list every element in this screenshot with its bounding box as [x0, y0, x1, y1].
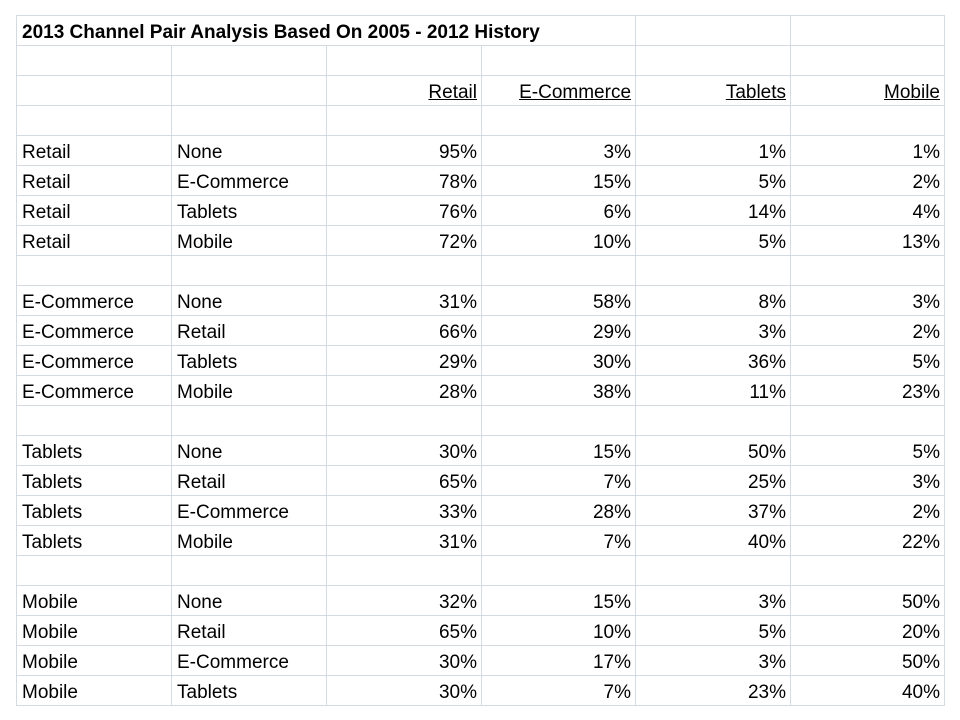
value-cell: 7% — [482, 466, 636, 496]
pair-cell: E-Commerce — [172, 646, 327, 676]
value-cell: 66% — [327, 316, 482, 346]
blank-row — [17, 256, 945, 286]
empty-cell — [636, 106, 791, 136]
channel-cell: E-Commerce — [17, 376, 172, 406]
value-cell: 50% — [791, 646, 945, 676]
empty-cell — [17, 106, 172, 136]
table-body — [17, 16, 945, 706]
value-cell: 40% — [636, 526, 791, 556]
value-cell: 40% — [791, 676, 945, 706]
channel-cell: Mobile — [17, 616, 172, 646]
empty-cell — [636, 556, 791, 586]
channel-cell: Tablets — [17, 526, 172, 556]
table-row — [17, 526, 945, 556]
value-cell: 7% — [482, 526, 636, 556]
channel-cell: Tablets — [17, 496, 172, 526]
empty-cell — [791, 106, 945, 136]
empty-cell — [482, 256, 636, 286]
empty-cell — [17, 406, 172, 436]
value-cell: 30% — [482, 346, 636, 376]
empty-cell — [327, 406, 482, 436]
value-cell: 31% — [327, 526, 482, 556]
value-cell: 65% — [327, 616, 482, 646]
empty-cell — [327, 106, 482, 136]
table-row — [17, 316, 945, 346]
value-cell: 15% — [482, 166, 636, 196]
table-row — [17, 466, 945, 496]
empty-cell — [482, 46, 636, 76]
value-cell: 76% — [327, 196, 482, 226]
pair-cell: None — [172, 136, 327, 166]
pair-cell: Retail — [172, 616, 327, 646]
empty-cell — [172, 46, 327, 76]
pair-cell: Mobile — [172, 226, 327, 256]
empty-cell — [327, 556, 482, 586]
empty-cell — [636, 256, 791, 286]
empty-cell — [17, 256, 172, 286]
value-cell: 17% — [482, 646, 636, 676]
table-row — [17, 496, 945, 526]
value-cell: 30% — [327, 676, 482, 706]
value-cell: 3% — [791, 466, 945, 496]
value-cell: 3% — [791, 286, 945, 316]
empty-cell — [17, 556, 172, 586]
value-cell: 11% — [636, 376, 791, 406]
blank-row — [17, 556, 945, 586]
channel-cell: Retail — [17, 196, 172, 226]
empty-cell — [172, 256, 327, 286]
empty-cell — [172, 556, 327, 586]
value-cell: 32% — [327, 586, 482, 616]
value-cell: 3% — [636, 316, 791, 346]
value-cell: 5% — [791, 346, 945, 376]
pair-cell: Tablets — [172, 196, 327, 226]
value-cell: 23% — [791, 376, 945, 406]
empty-cell — [172, 106, 327, 136]
value-cell: 1% — [791, 136, 945, 166]
channel-cell: Retail — [17, 136, 172, 166]
value-cell: 23% — [636, 676, 791, 706]
value-cell: 2% — [791, 316, 945, 346]
pair-cell: None — [172, 286, 327, 316]
channel-cell: Mobile — [17, 586, 172, 616]
empty-cell — [791, 406, 945, 436]
pair-cell: Tablets — [172, 346, 327, 376]
table-row — [17, 376, 945, 406]
empty-cell — [636, 16, 791, 46]
blank-row — [17, 406, 945, 436]
value-cell: 13% — [791, 226, 945, 256]
value-cell: 72% — [327, 226, 482, 256]
value-cell: 3% — [636, 646, 791, 676]
value-cell: 14% — [636, 196, 791, 226]
channel-cell: Retail — [17, 166, 172, 196]
empty-cell — [172, 406, 327, 436]
empty-cell — [327, 256, 482, 286]
pair-cell: Retail — [172, 316, 327, 346]
value-cell: 29% — [482, 316, 636, 346]
empty-cell — [17, 46, 172, 76]
pair-cell: Tablets — [172, 676, 327, 706]
value-cell: 50% — [791, 586, 945, 616]
value-cell: 37% — [636, 496, 791, 526]
value-cell: 38% — [482, 376, 636, 406]
empty-cell — [482, 556, 636, 586]
channel-cell: Tablets — [17, 466, 172, 496]
empty-cell — [482, 406, 636, 436]
column-header-retail: Retail — [327, 76, 482, 106]
empty-cell — [636, 46, 791, 76]
pair-cell: Mobile — [172, 376, 327, 406]
value-cell: 6% — [482, 196, 636, 226]
table-row — [17, 346, 945, 376]
value-cell: 58% — [482, 286, 636, 316]
table-row — [17, 286, 945, 316]
value-cell: 25% — [636, 466, 791, 496]
table-row — [17, 646, 945, 676]
table-row — [17, 226, 945, 256]
value-cell: 30% — [327, 436, 482, 466]
channel-cell: Tablets — [17, 436, 172, 466]
table-title: 2013 Channel Pair Analysis Based On 2005 - 2012 History — [17, 16, 636, 46]
empty-cell — [327, 46, 482, 76]
value-cell: 5% — [636, 226, 791, 256]
column-header-tablets: Tablets — [636, 76, 791, 106]
pair-cell: Mobile — [172, 526, 327, 556]
title-row — [17, 16, 945, 46]
empty-cell — [791, 46, 945, 76]
value-cell: 65% — [327, 466, 482, 496]
value-cell: 10% — [482, 616, 636, 646]
value-cell: 7% — [482, 676, 636, 706]
channel-cell: Mobile — [17, 646, 172, 676]
value-cell: 5% — [636, 166, 791, 196]
table-row — [17, 166, 945, 196]
channel-cell: E-Commerce — [17, 286, 172, 316]
value-cell: 15% — [482, 436, 636, 466]
blank-row — [17, 106, 945, 136]
pair-cell: None — [172, 586, 327, 616]
value-cell: 30% — [327, 646, 482, 676]
column-header-mobile: Mobile — [791, 76, 945, 106]
pair-cell: E-Commerce — [172, 166, 327, 196]
pair-cell: Retail — [172, 466, 327, 496]
value-cell: 50% — [636, 436, 791, 466]
value-cell: 2% — [791, 496, 945, 526]
column-header-e-commerce: E-Commerce — [482, 76, 636, 106]
table-row — [17, 676, 945, 706]
table-row — [17, 616, 945, 646]
value-cell: 3% — [482, 136, 636, 166]
empty-cell — [482, 106, 636, 136]
value-cell: 10% — [482, 226, 636, 256]
pair-cell: None — [172, 436, 327, 466]
pair-cell: E-Commerce — [172, 496, 327, 526]
empty-cell — [17, 76, 172, 106]
value-cell: 5% — [791, 436, 945, 466]
table-row — [17, 196, 945, 226]
value-cell: 78% — [327, 166, 482, 196]
empty-cell — [636, 406, 791, 436]
channel-cell: Mobile — [17, 676, 172, 706]
channel-cell: Retail — [17, 226, 172, 256]
value-cell: 29% — [327, 346, 482, 376]
value-cell: 4% — [791, 196, 945, 226]
empty-cell — [791, 256, 945, 286]
value-cell: 20% — [791, 616, 945, 646]
empty-cell — [791, 16, 945, 46]
value-cell: 22% — [791, 526, 945, 556]
table-row — [17, 136, 945, 166]
value-cell: 5% — [636, 616, 791, 646]
value-cell: 36% — [636, 346, 791, 376]
channel-pair-table — [16, 15, 945, 706]
channel-cell: E-Commerce — [17, 346, 172, 376]
empty-cell — [172, 76, 327, 106]
value-cell: 1% — [636, 136, 791, 166]
value-cell: 31% — [327, 286, 482, 316]
channel-cell: E-Commerce — [17, 316, 172, 346]
value-cell: 33% — [327, 496, 482, 526]
blank-row — [17, 46, 945, 76]
value-cell: 8% — [636, 286, 791, 316]
value-cell: 95% — [327, 136, 482, 166]
value-cell: 2% — [791, 166, 945, 196]
table-row — [17, 586, 945, 616]
value-cell: 3% — [636, 586, 791, 616]
table-row — [17, 436, 945, 466]
empty-cell — [791, 556, 945, 586]
header-row — [17, 76, 945, 106]
value-cell: 15% — [482, 586, 636, 616]
value-cell: 28% — [482, 496, 636, 526]
value-cell: 28% — [327, 376, 482, 406]
